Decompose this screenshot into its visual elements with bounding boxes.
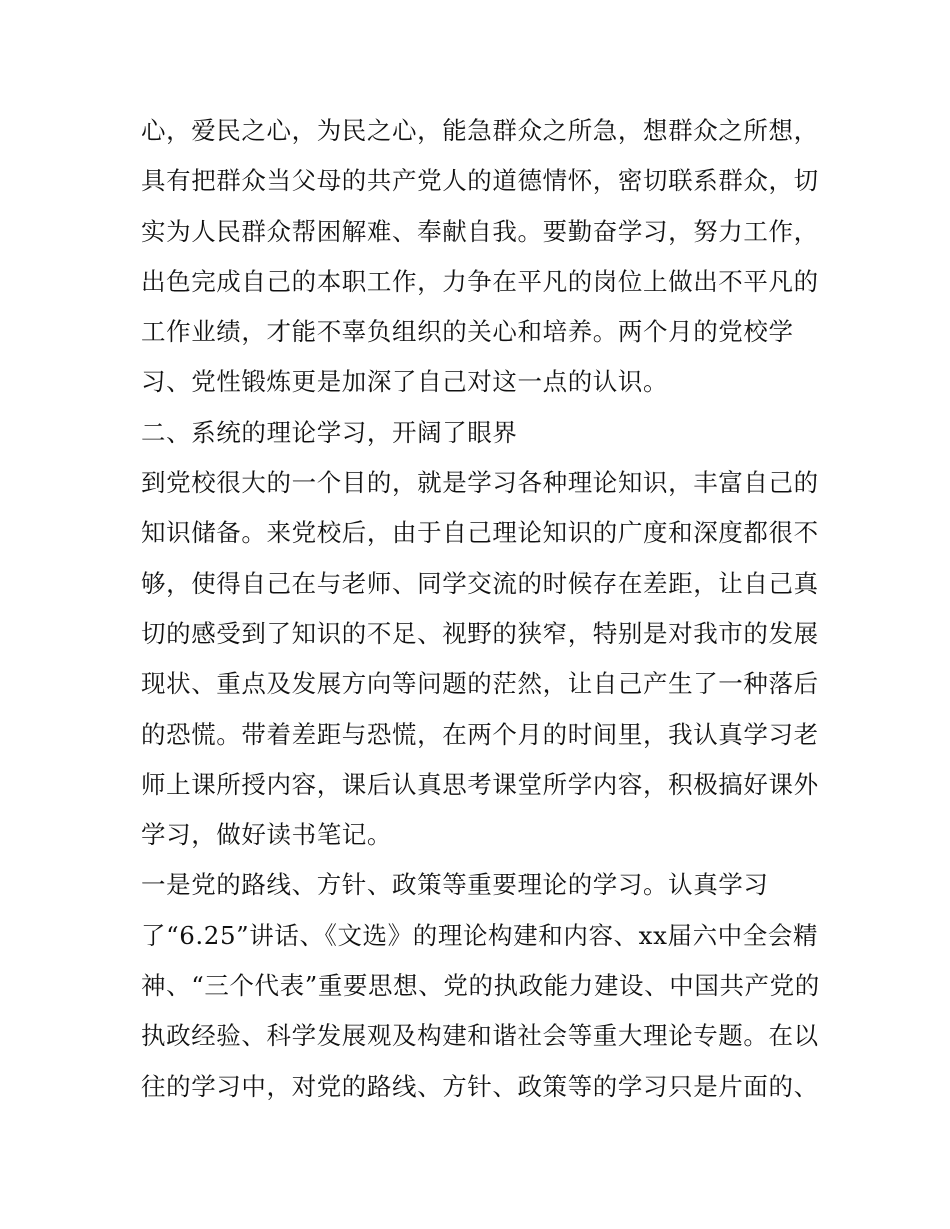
text-line-6: 习、党性锻炼更是加深了自己对这一点的认识。: [141, 367, 669, 397]
text-line-18: 神、“三个代表”重要思想、党的执政能力建设、中国共产党的: [141, 971, 820, 1001]
text-line-8: 到党校很大的一个目的，就是学习各种理论知识，丰富自己的: [141, 468, 819, 498]
text-line-10: 够，使得自己在与老师、同学交流的时候存在差距，让自己真: [141, 568, 819, 598]
text-line-20: 往的学习中，对党的路线、方针、政策等的学习只是片面的、: [141, 1071, 819, 1101]
text-line-16: 一是党的路线、方针、政策等重要理论的学习。认真学习: [141, 870, 769, 900]
text-line-5: 工作业绩，才能不辜负组织的关心和培养。两个月的党校学: [141, 317, 794, 347]
text-line-4: 出色完成自己的本职工作，力争在平凡的岗位上做出不平凡的: [141, 266, 819, 296]
text-line-3: 实为人民群众帮困解难、奉献自我。要勤奋学习，努力工作，: [141, 216, 819, 246]
text-line-14: 师上课所授内容，课后认真思考课堂所学内容，积极搞好课外: [141, 769, 819, 799]
text-line-17: 了“6.25”讲话、《文选》的理论构建和内容、xx届六中全会精: [141, 920, 819, 950]
text-line-9: 知识储备。来党校后，由于自己理论知识的广度和深度都很不: [141, 518, 819, 548]
text-line-11: 切的感受到了知识的不足、视野的狭窄，特别是对我市的发展: [141, 618, 819, 648]
document-body: [141, 106, 821, 1112]
text-line-13: 的恐慌。带着差距与恐慌，在两个月的时间里，我认真学习老: [141, 719, 819, 749]
text-line-2: 具有把群众当父母的共产党人的道德情怀，密切联系群众，切: [141, 166, 819, 196]
text-line-12: 现状、重点及发展方向等问题的茫然，让自己产生了一种落后: [141, 669, 819, 699]
text-line-15: 学习，做好读书笔记。: [141, 820, 392, 850]
text-line-19: 执政经验、科学发展观及构建和谐社会等重大理论专题。在以: [141, 1021, 819, 1051]
text-line-1: 心，爱民之心，为民之心，能急群众之所急，想群众之所想，: [141, 116, 819, 145]
section-heading: 二、系统的理论学习，开阔了眼界: [141, 417, 518, 447]
